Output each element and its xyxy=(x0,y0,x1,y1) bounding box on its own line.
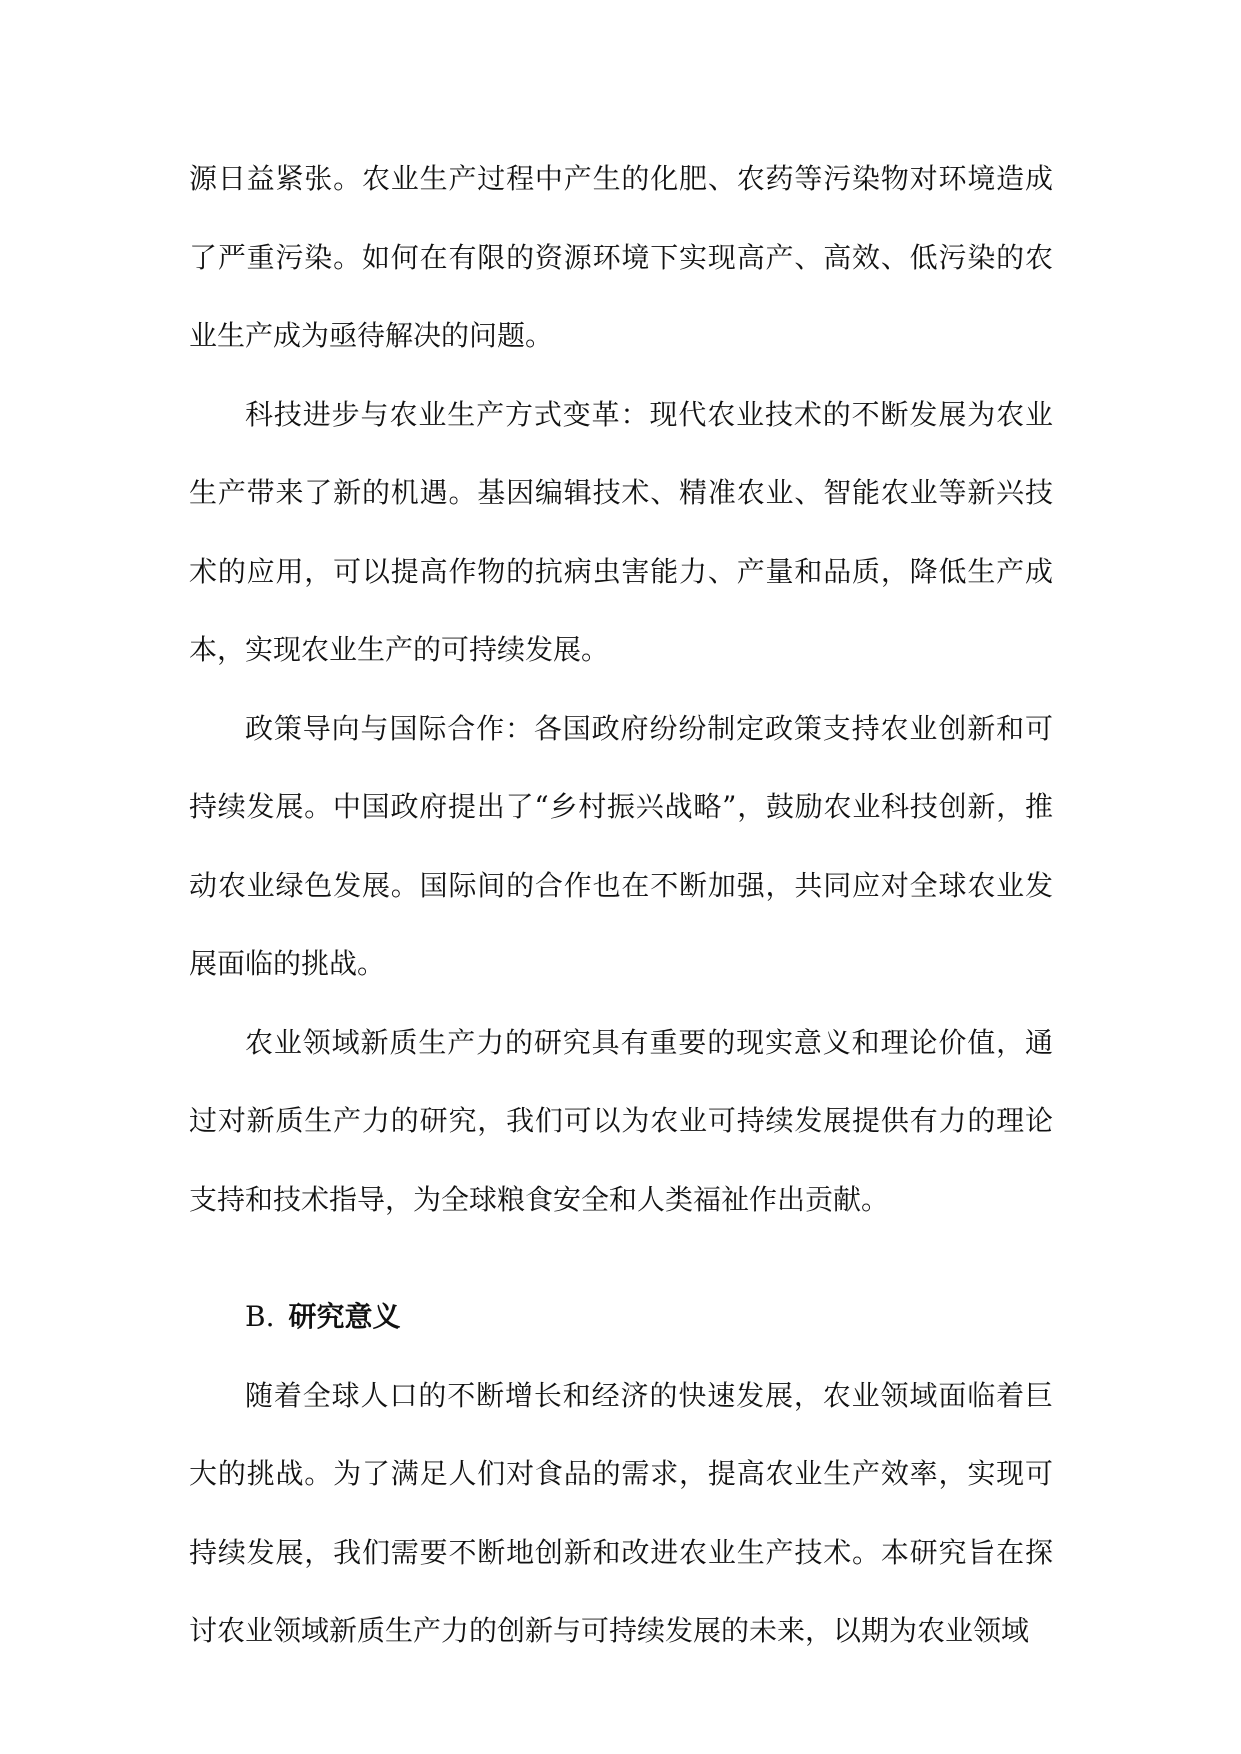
section-number: B. xyxy=(245,1300,275,1333)
paragraph-policy-cooperation: 政策导向与国际合作：各国政府纷纷制定政策支持农业创新和可持续发展。中国政府提出了“乡村振兴战略”，鼓励农业科技创新，推动农业绿色发展。国际间的合作也在不断加强，共同应对全球农业发展面临的挑战。 xyxy=(189,711,1053,980)
paragraph-resource-pollution: 源日益紧张。农业生产过程中产生的化肥、农药等污染物对环境造成了严重污染。如何在有限的资源环境下实现高产、高效、低污染的农业生产成为亟待解决的问题。 xyxy=(189,162,1053,352)
section-spacer xyxy=(189,1239,1053,1278)
section-heading xyxy=(189,1278,1053,1357)
paragraph-research-value: 农业领域新质生产力的研究具有重要的现实意义和理论价值，通过对新质生产力的研究，我们可以为农业可持续发展提供有力的理论支持和技术指导，为全球粮食安全和人类福祉作出贡献。 xyxy=(189,1025,1053,1216)
document-body xyxy=(189,140,1053,1671)
paragraph-research-significance: 随着全球人口的不断增长和经济的快速发展，农业领域面临着巨大的挑战。为了满足人们对食品的需求，提高农业生产效率，实现可持续发展，我们需要不断地创新和改进农业生产技术。本研究旨在探讨农业领域新质生产力的创新与可持续发展的未来，以期为农业领域 xyxy=(189,1378,1053,1647)
section-title: 研究意义 xyxy=(288,1300,401,1333)
paragraph-technology-progress: 科技进步与农业生产方式变革：现代农业技术的不断发展为农业生产带来了新的机遇。基因编辑技术、精准农业、智能农业等新兴技术的应用，可以提高作物的抗病虫害能力、产量和品质，降低生产成本，实现农业生产的可持续发展。 xyxy=(189,397,1053,666)
